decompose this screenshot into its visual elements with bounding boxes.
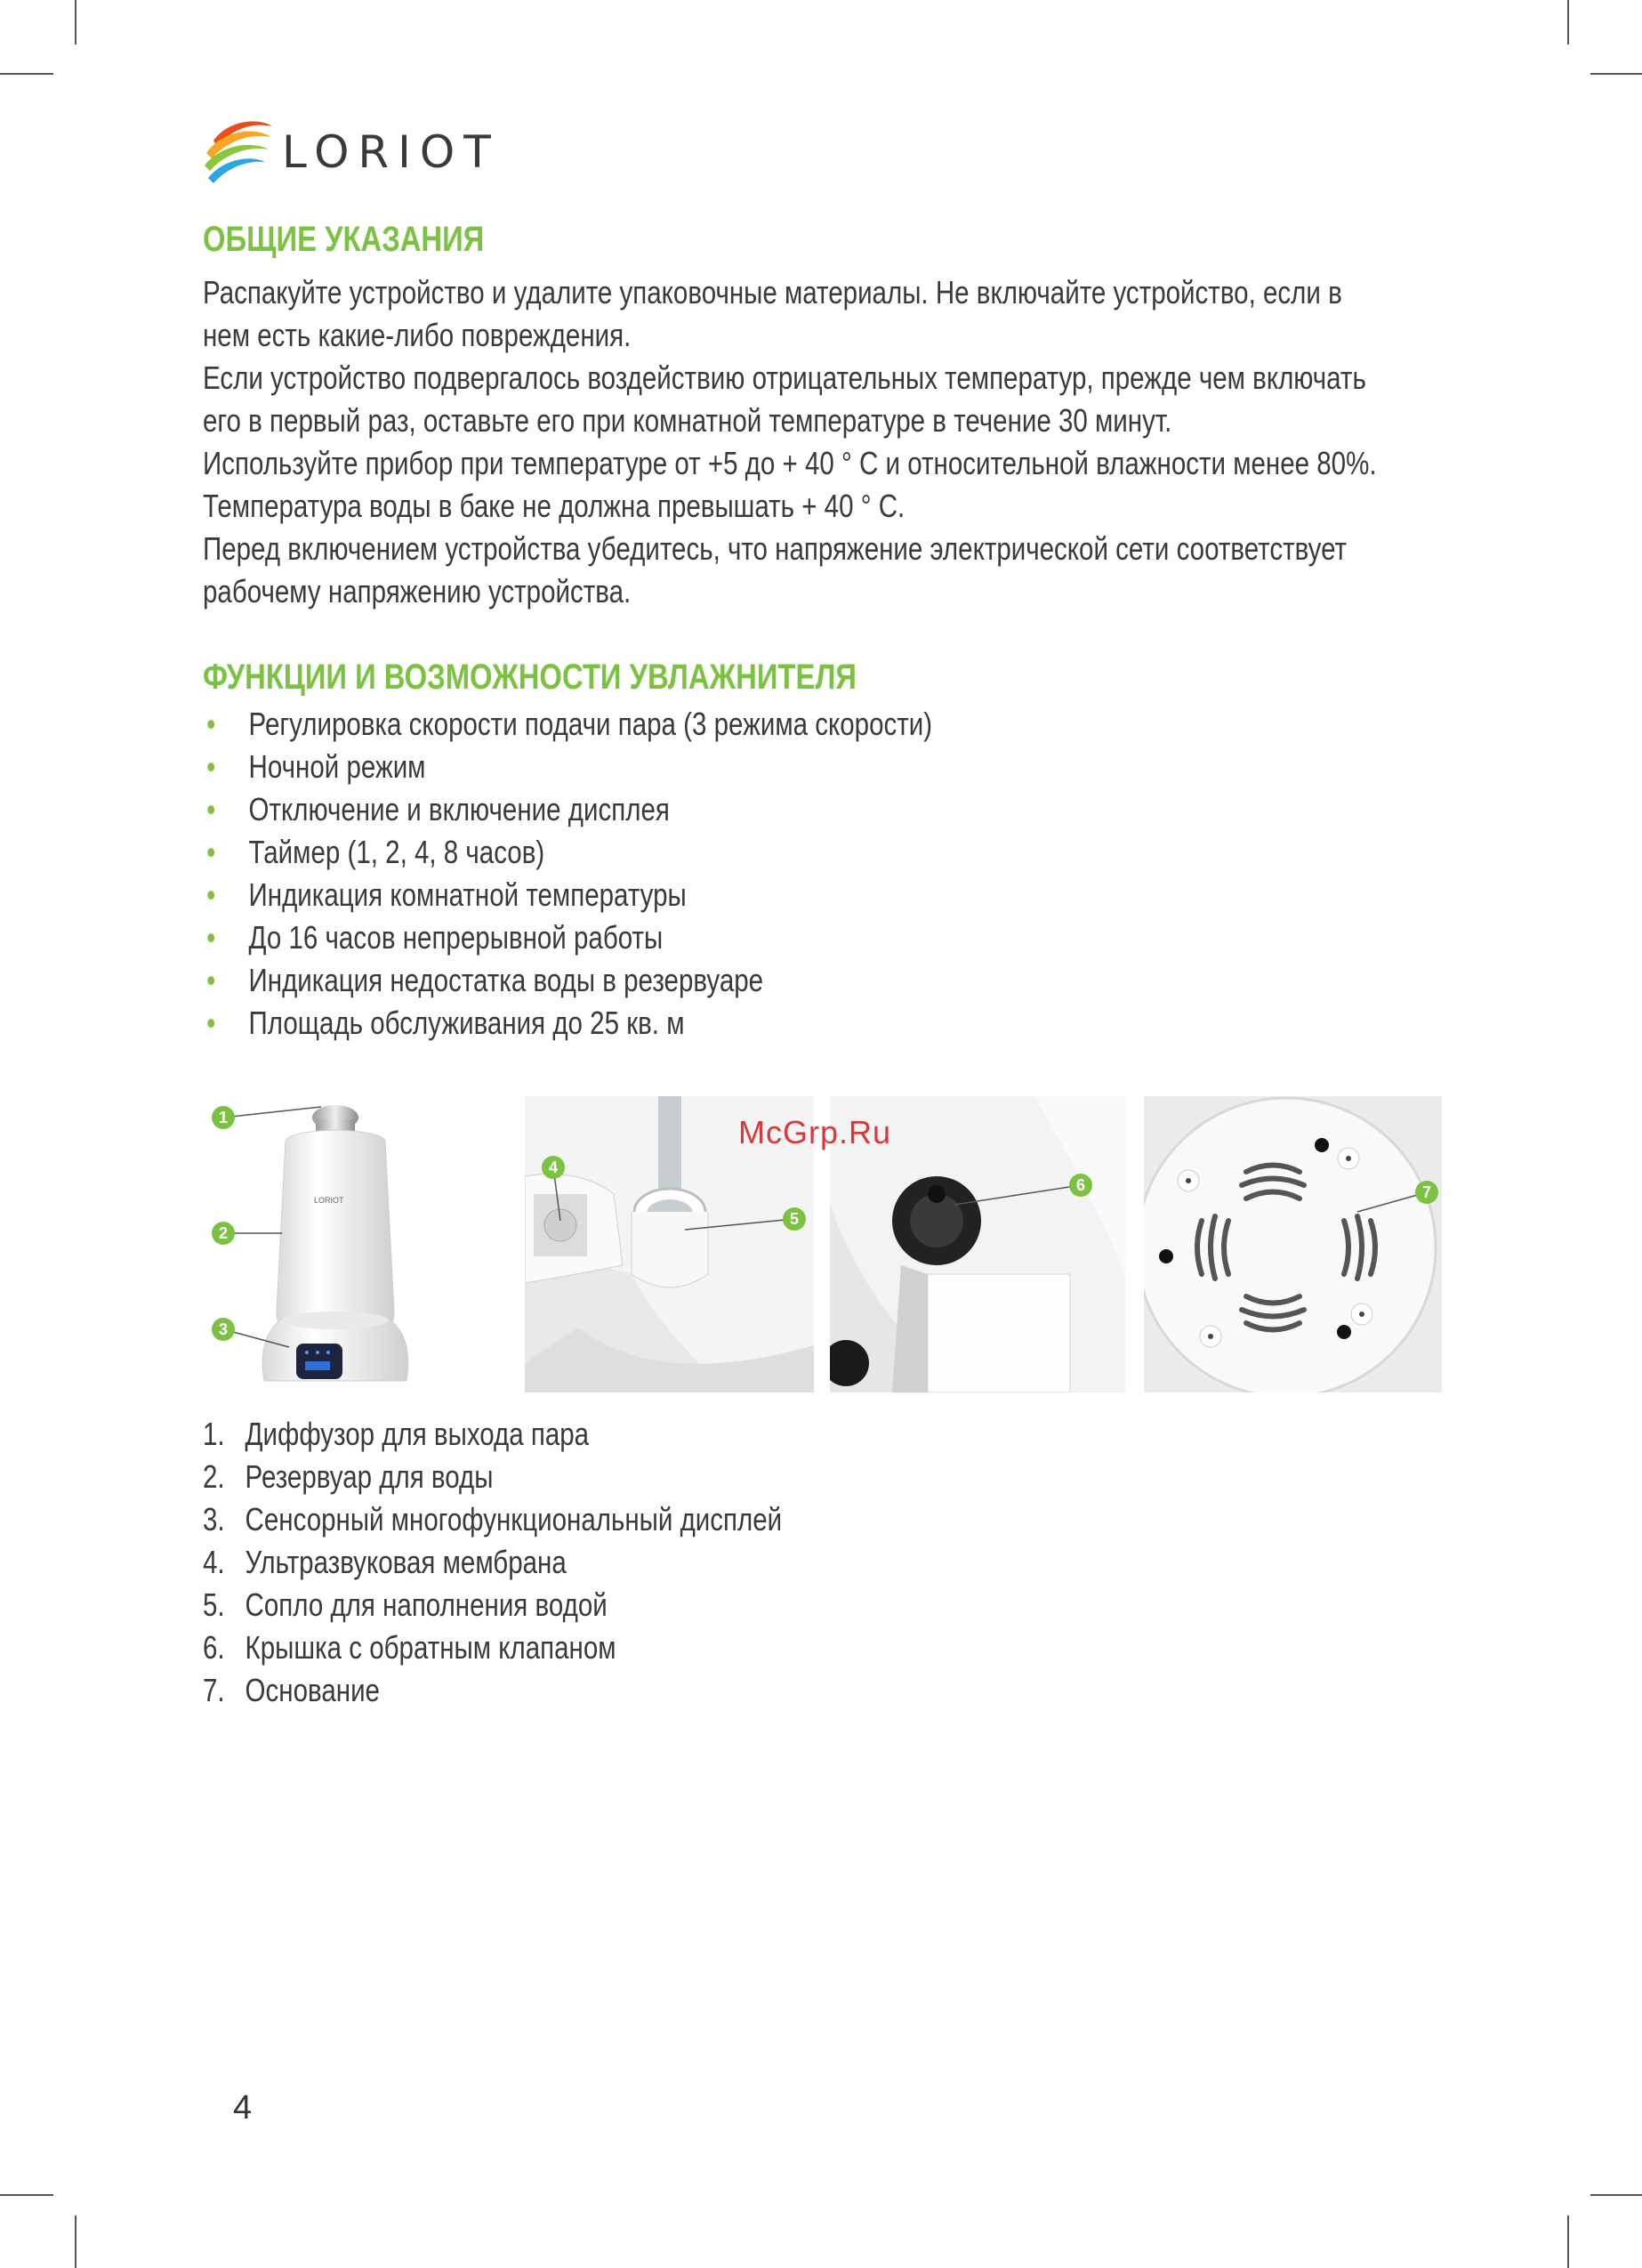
watermark: McGrp.Ru	[738, 1114, 892, 1150]
part-number: 7.	[203, 1672, 225, 1708]
feature-label: Индикация недостатка воды в резервуаре	[248, 962, 764, 998]
crop-mark	[1590, 2194, 1642, 2196]
bullet-icon: •	[206, 1005, 216, 1041]
crop-mark	[0, 2194, 53, 2196]
svg-text:2: 2	[218, 1224, 229, 1242]
feature-label: Таймер (1, 2, 4, 8 часов)	[248, 834, 545, 870]
crop-mark	[1567, 2216, 1569, 2268]
features-title: ФУНКЦИИ И ВОЗМОЖНОСТИ УВЛАЖНИТЕЛЯ	[203, 658, 857, 697]
part-number: 6.	[203, 1629, 225, 1666]
list-item	[206, 788, 932, 831]
list-item	[203, 1669, 782, 1712]
general-line: Используйте прибор при температуре от +5 до + 40 ° С и относительной влажности менее 80%.	[203, 445, 1377, 481]
badge-2	[212, 1222, 235, 1245]
feature-label: Отключение и включение дисплея	[248, 791, 670, 827]
part-label: Сенсорный многофункциональный дисплей	[245, 1501, 783, 1538]
svg-text:6: 6	[1075, 1176, 1086, 1194]
general-line: Температура воды в баке не должна превышать + 40 ° С.	[203, 488, 906, 524]
list-item	[203, 1456, 782, 1498]
list-item	[206, 916, 932, 959]
list-item	[206, 1002, 932, 1045]
general-line: его в первый раз, оставьте его при комнатной температуре в течение 30 минут.	[203, 402, 1172, 439]
part-number: 2.	[203, 1458, 225, 1495]
badge-4	[542, 1156, 565, 1179]
part-number: 5.	[203, 1586, 225, 1623]
bullet-icon: •	[206, 962, 216, 998]
svg-text:1: 1	[218, 1109, 229, 1126]
parts-list	[203, 1413, 782, 1712]
brand-logo	[197, 114, 571, 194]
svg-text:7: 7	[1421, 1183, 1432, 1201]
list-item	[206, 959, 932, 1002]
feature-label: До 16 часов непрерывной работы	[248, 919, 664, 956]
crop-mark	[1590, 73, 1642, 75]
svg-text:4: 4	[548, 1158, 559, 1176]
crop-mark	[0, 73, 53, 75]
crop-mark	[75, 0, 76, 44]
bullet-icon: •	[206, 834, 216, 870]
list-item	[203, 1626, 782, 1669]
list-item	[206, 831, 932, 874]
logo-wordmark: LORIOT	[282, 126, 500, 178]
list-item	[203, 1498, 782, 1541]
general-title: ОБЩИЕ УКАЗАНИЯ	[203, 220, 485, 259]
part-label: Сопло для наполнения водой	[245, 1586, 608, 1623]
badge-7	[1415, 1181, 1438, 1204]
page-number: 4	[233, 2089, 253, 2127]
general-line: рабочему напряжению устройства.	[203, 573, 632, 609]
part-label: Диффузор для выхода пара	[245, 1416, 590, 1452]
part-label: Крышка с обратным клапаном	[245, 1629, 616, 1666]
part-number: 4.	[203, 1544, 225, 1580]
list-item	[203, 1584, 782, 1626]
part-number: 1.	[203, 1416, 225, 1452]
general-line: Перед включением устройства убедитесь, что напряжение электрической сети соответствует	[203, 530, 1348, 567]
features-list	[206, 703, 932, 1045]
list-item	[206, 703, 932, 746]
crop-mark	[75, 2216, 76, 2268]
list-item	[206, 746, 932, 788]
logo-swoosh-icon	[197, 114, 278, 194]
general-line: Если устройство подвергалось воздействию отрицательных температур, прежде чем включать	[203, 359, 1366, 396]
bullet-icon: •	[206, 791, 216, 827]
feature-label: Ночной режим	[248, 748, 426, 785]
general-line: нем есть какие-либо повреждения.	[203, 317, 632, 353]
humidifier-photo	[200, 1096, 503, 1392]
tank-body	[277, 1130, 394, 1329]
svg-text:3: 3	[218, 1320, 229, 1338]
general-text	[203, 271, 1603, 613]
crop-mark	[1567, 0, 1569, 44]
bullet-icon: •	[206, 876, 216, 913]
part-number: 3.	[203, 1501, 225, 1538]
list-item	[203, 1541, 782, 1584]
feature-label: Площадь обслуживания до 25 кв. м	[248, 1005, 685, 1041]
part-label: Резервуар для воды	[245, 1458, 494, 1495]
svg-text:5: 5	[789, 1210, 800, 1228]
part-label: Ультразвуковая мембрана	[245, 1544, 567, 1580]
feature-label: Регулировка скорости подачи пара (3 режима скорости)	[248, 706, 933, 742]
badge-1	[212, 1106, 235, 1129]
product-logo: LORIOT	[314, 1196, 344, 1205]
water-stream	[658, 1096, 681, 1203]
general-line: Распакуйте устройство и удалите упаковочные материалы. Не включайте устройство, если в	[203, 274, 1342, 311]
badge-3	[212, 1318, 235, 1341]
part-label: Основание	[245, 1672, 380, 1708]
badge-5	[783, 1207, 806, 1231]
badge-6	[1069, 1174, 1092, 1197]
list-item	[203, 1413, 782, 1456]
list-item	[206, 874, 932, 916]
bullet-icon: •	[206, 706, 216, 742]
feature-label: Индикация комнатной температуры	[248, 876, 687, 913]
base-photo	[1144, 1096, 1442, 1392]
bullet-icon: •	[206, 748, 216, 785]
bullet-icon: •	[206, 919, 216, 956]
